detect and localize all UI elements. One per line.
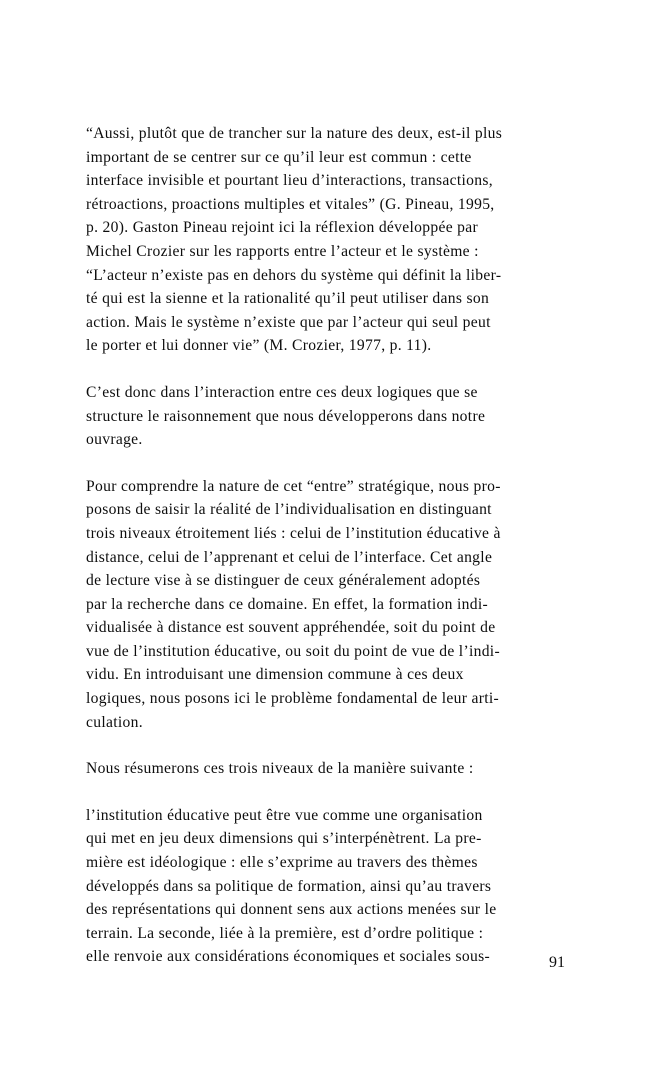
- text-line: action. Mais le système n’existe que par l’acteur qui seul peut: [86, 313, 491, 331]
- text-line: interface invisible et pourtant lieu d’interactions, transactions,: [86, 172, 493, 190]
- text-line: culation.: [86, 713, 143, 731]
- text-line: terrain. La seconde, liée à la première, est d’ordre politique :: [86, 924, 484, 942]
- text-line: posons de saisir la réalité de l’individualisation en distinguant: [86, 501, 492, 519]
- paragraph: [86, 475, 565, 735]
- text-line: Michel Crozier sur les rapports entre l’acteur et le système :: [86, 242, 479, 260]
- text-line: de lecture vise à se distinguer de ceux généralement adoptés: [86, 572, 481, 590]
- text-line: elle renvoie aux considérations économiques et sociales sous-: [86, 948, 490, 966]
- text-line: ouvrage.: [86, 431, 143, 449]
- text-line: qui met en jeu deux dimensions qui s’interpénètrent. La pre-: [86, 830, 482, 848]
- paragraph: [86, 757, 565, 781]
- text-line: p. 20). Gaston Pineau rejoint ici la réflexion développée par: [86, 219, 479, 237]
- text-line: C’est donc dans l’interaction entre ces deux logiques que se: [86, 383, 478, 401]
- text-line: vidu. En introduisant une dimension commune à ces deux: [86, 666, 464, 684]
- text-line: important de se centrer sur ce qu’il leur est commun : cette: [86, 148, 472, 166]
- text-line: vidualisée à distance est souvent appréhendée, soit du point de: [86, 619, 496, 637]
- text-line: par la recherche dans ce domaine. En effet, la formation indi-: [86, 595, 488, 613]
- text-line: des représentations qui donnent sens aux actions menées sur le: [86, 901, 497, 919]
- text-line: logiques, nous posons ici le problème fondamental de leur arti-: [86, 690, 500, 708]
- text-line: mière est idéologique : elle s’exprime au travers des thèmes: [86, 854, 478, 872]
- body-text-block: [86, 122, 565, 969]
- text-line: l’institution éducative peut être vue comme une organisation: [86, 806, 483, 824]
- paragraph: [86, 122, 565, 358]
- paragraph: [86, 804, 565, 969]
- text-line: Pour comprendre la nature de cet “entre” stratégique, nous pro-: [86, 477, 501, 495]
- text-line: Nous résumerons ces trois niveaux de la manière suivante :: [86, 760, 474, 778]
- text-line: “L’acteur n’existe pas en dehors du système qui définit la liber-: [86, 266, 502, 284]
- text-line: rétroactions, proactions multiples et vitales” (G. Pineau, 1995,: [86, 195, 495, 213]
- text-line: “Aussi, plutôt que de trancher sur la nature des deux, est-il plus: [86, 125, 503, 142]
- paragraph: [86, 381, 565, 452]
- text-line: té qui est la sienne et la rationalité qu’il peut utiliser dans son: [86, 290, 490, 308]
- text-line: le porter et lui donner vie” (M. Crozier, 1977, p. 11).: [86, 337, 432, 355]
- text-line: développés dans sa politique de formation, ainsi qu’au travers: [86, 877, 492, 895]
- text-line: vue de l’institution éducative, ou soit du point de vue de l’indi-: [86, 642, 500, 660]
- page-number: 91: [549, 954, 565, 971]
- text-line: distance, celui de l’apprenant et celui de l’interface. Cet angle: [86, 548, 493, 566]
- text-line: structure le raisonnement que nous développerons dans notre: [86, 407, 486, 425]
- text-line: trois niveaux étroitement liés : celui de l’institution éducative à: [86, 524, 501, 542]
